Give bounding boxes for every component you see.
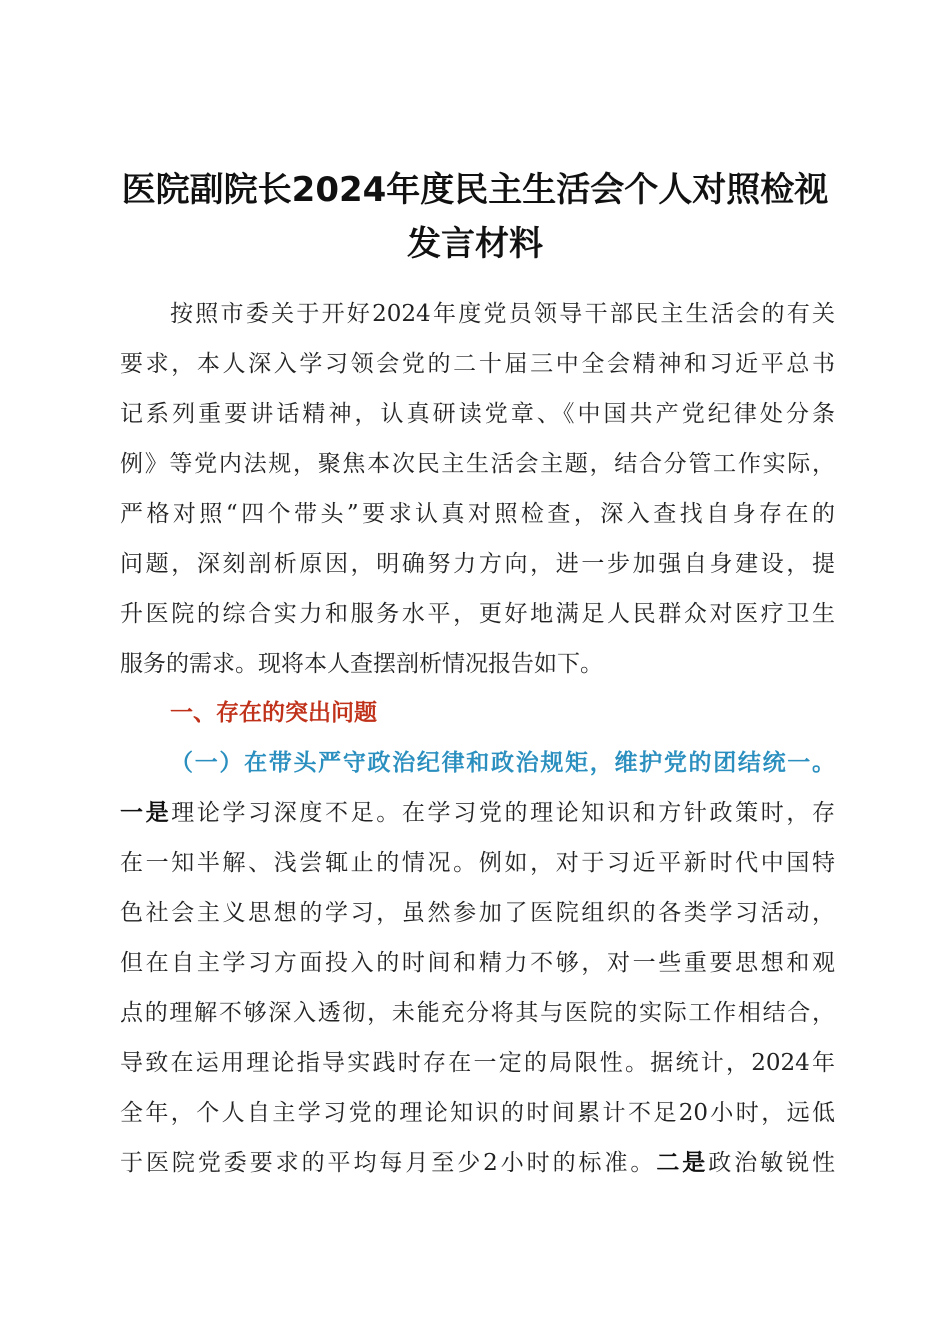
intro-line-6: 问题，深刻剖析原因，明确努力方向，进一步加强自身建设，提 <box>120 551 835 577</box>
para1-line-1-text: 理论学习深度不足。在学习党的理论知识和方针政策时，存 <box>171 800 835 826</box>
para1-line-8 <box>120 1138 835 1188</box>
intro-line-3: 记系列重要讲话精神，认真研读党章、《中国共产党纪律处分条 <box>120 401 835 427</box>
document-title-line-2: 发言材料 <box>407 224 543 264</box>
para1-line-2: 在一知半解、浅尝辄止的情况。例如，对于习近平新时代中国特 <box>120 850 835 876</box>
para1-line-8-start: 于医院党委要求的平均每月至少2小时的标准。 <box>120 1150 657 1176</box>
subsection-heading-political-discipline: （一）在带头严守政治纪律和政治规矩，维护党的团结统一。 <box>170 749 835 776</box>
para1-line-3: 色社会主义思想的学习，虽然参加了医院组织的各类学习活动， <box>120 900 835 926</box>
intro-line-1: 按照市委关于开好2024年度党员领导干部民主生活会的有关 <box>170 301 835 327</box>
para1-line-1 <box>120 788 835 838</box>
para1-line-4: 但在自主学习方面投入的时间和精力不够，对一些重要思想和观 <box>120 950 835 976</box>
intro-line-4: 例》等党内法规，聚焦本次民主生活会主题，结合分管工作实际， <box>120 451 835 477</box>
intro-line-5: 严格对照“四个带头”要求认真对照检查，深入查找自身存在的 <box>120 501 835 527</box>
document-title-line-1: 医院副院长2024年度民主生活会个人对照检视 <box>121 170 829 210</box>
lead-marker-first: 一是 <box>120 800 172 826</box>
intro-line-2: 要求，本人深入学习领会党的二十届三中全会精神和习近平总书 <box>120 351 835 377</box>
para1-line-7: 全年，个人自主学习党的理论知识的时间累计不足20小时，远低 <box>120 1100 835 1126</box>
intro-line-7: 升医院的综合实力和服务水平，更好地满足人民群众对医疗卫生 <box>120 601 835 627</box>
section-heading-problems: 一、存在的突出问题 <box>170 700 377 726</box>
para1-line-5: 点的理解不够深入透彻，未能充分将其与医院的实际工作相结合， <box>120 1000 835 1026</box>
para1-line-6: 导致在运用理论指导实践时存在一定的局限性。据统计，2024年 <box>120 1050 835 1076</box>
para1-line-8-end: 政治敏锐性 <box>708 1150 835 1176</box>
intro-line-8: 服务的需求。现将本人查摆剖析情况报告如下。 <box>120 651 603 677</box>
lead-marker-second: 二是 <box>656 1150 709 1176</box>
